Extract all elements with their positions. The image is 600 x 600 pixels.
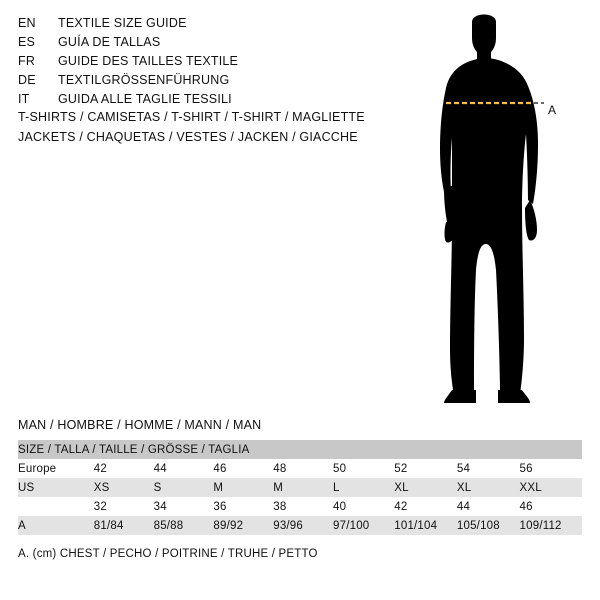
row-label: US (18, 478, 94, 497)
cell: 109/112 (520, 516, 582, 535)
size-table-wrapper (18, 440, 582, 535)
size-table (18, 440, 582, 535)
row-label: A (18, 516, 94, 535)
cell: 34 (154, 497, 214, 516)
row-label (18, 497, 94, 516)
cell: 105/108 (457, 516, 520, 535)
cell: M (273, 478, 333, 497)
cell: XL (394, 478, 457, 497)
cell: 101/104 (394, 516, 457, 535)
table-row (18, 516, 582, 535)
cell: 97/100 (333, 516, 394, 535)
cell: 42 (394, 497, 457, 516)
chest-measure-label: A (548, 103, 557, 117)
cell: 38 (273, 497, 333, 516)
language-title: GUÍA DE TALLAS (58, 35, 161, 49)
language-code: FR (18, 54, 36, 68)
gender-header: MAN / HOMBRE / HOMME / MANN / MAN (18, 418, 262, 432)
cell: 42 (94, 459, 154, 478)
table-header-row (18, 440, 582, 459)
language-title: GUIDA ALLE TAGLIE TESSILI (58, 92, 232, 106)
cell: 36 (213, 497, 273, 516)
cell: 89/92 (213, 516, 273, 535)
cell: L (333, 478, 394, 497)
cell: 81/84 (94, 516, 154, 535)
cell: 46 (520, 497, 582, 516)
language-list (18, 16, 378, 111)
language-code: DE (18, 73, 36, 87)
cell: 56 (520, 459, 582, 478)
cell: 85/88 (154, 516, 214, 535)
language-code: ES (18, 35, 36, 49)
body-figure (400, 8, 600, 408)
cell: 52 (394, 459, 457, 478)
language-row (18, 73, 378, 92)
cell: 46 (213, 459, 273, 478)
category-jackets: JACKETS / CHAQUETAS / VESTES / JACKEN / GIACCHE (18, 130, 358, 144)
category-tshirts: T-SHIRTS / CAMISETAS / T-SHIRT / T-SHIRT / MAGLIETTE (18, 110, 365, 124)
language-row (18, 92, 378, 111)
cell: M (213, 478, 273, 497)
cell: 54 (457, 459, 520, 478)
language-code: EN (18, 16, 36, 30)
garment-category-list (18, 110, 438, 150)
cell: 44 (154, 459, 214, 478)
cell: XXL (520, 478, 582, 497)
language-title: TEXTILGRÖSSENFÜHRUNG (58, 73, 230, 87)
cell: 93/96 (273, 516, 333, 535)
cell: 44 (457, 497, 520, 516)
language-row (18, 54, 378, 73)
cell: 48 (273, 459, 333, 478)
cell: XL (457, 478, 520, 497)
language-title: TEXTILE SIZE GUIDE (58, 16, 187, 30)
cell: 40 (333, 497, 394, 516)
measurement-legend: A. (cm) CHEST / PECHO / POITRINE / TRUHE / PETTO (18, 548, 318, 560)
cell: S (154, 478, 214, 497)
language-code: IT (18, 92, 30, 106)
cell: 32 (94, 497, 154, 516)
table-row (18, 478, 582, 497)
cell: 50 (333, 459, 394, 478)
language-title: GUIDE DES TAILLES TEXTILE (58, 54, 239, 68)
cell: XS (94, 478, 154, 497)
table-row (18, 459, 582, 478)
table-header-label: SIZE / TALLA / TAILLE / GRÖSSE / TAGLIA (18, 440, 582, 459)
row-label: Europe (18, 459, 94, 478)
language-row (18, 16, 378, 35)
language-row (18, 35, 378, 54)
male-silhouette-icon (400, 8, 600, 408)
table-row (18, 497, 582, 516)
